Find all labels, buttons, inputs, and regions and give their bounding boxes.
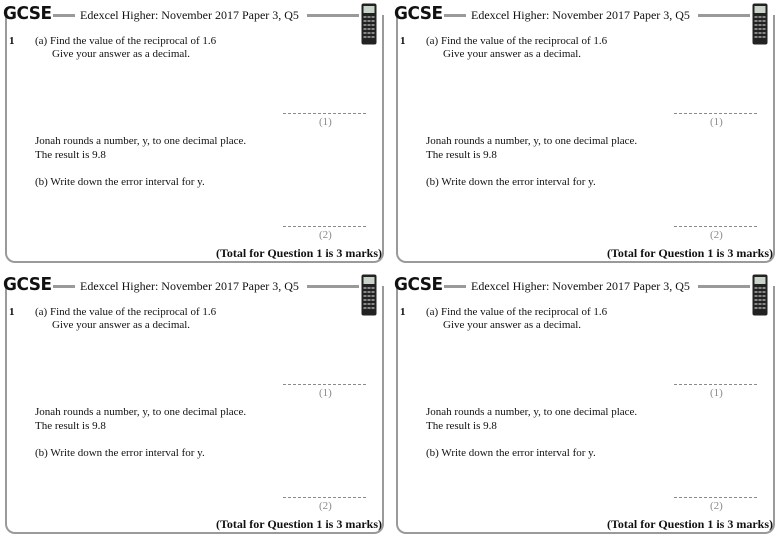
- answer-line-b[interactable]: [283, 497, 366, 498]
- paper-title: Edexcel Higher: November 2017 Paper 3, Q5: [80, 8, 299, 22]
- header-rule: [53, 14, 75, 17]
- calculator-icon: [361, 274, 377, 316]
- gcse-logo: GCSE: [3, 3, 52, 25]
- question-stem: Jonah rounds a number, y, to one decimal place.: [35, 135, 247, 147]
- part-a-prompt: (a) Find the value of the reciprocal of 1.6: [426, 306, 608, 318]
- header-rule: [444, 285, 466, 288]
- part-a-instruction: Give your answer as a decimal.: [443, 48, 582, 60]
- calculator-icon: [752, 3, 768, 45]
- question-stem-result: The result is 9.8: [35, 420, 106, 432]
- part-a-prompt: (a) Find the value of the reciprocal of 1.6: [35, 306, 217, 318]
- header-rule: [53, 285, 75, 288]
- question-stem: Jonah rounds a number, y, to one decimal place.: [35, 406, 247, 418]
- paper-title: Edexcel Higher: November 2017 Paper 3, Q5: [471, 8, 690, 22]
- question-number: 1: [400, 306, 406, 318]
- marks-b: (2): [710, 229, 723, 241]
- paper-title: Edexcel Higher: November 2017 Paper 3, Q5: [80, 279, 299, 293]
- part-a-prompt: (a) Find the value of the reciprocal of 1.6: [35, 35, 217, 47]
- marks-a: (1): [710, 387, 723, 399]
- question-number: 1: [400, 35, 406, 47]
- marks-b: (2): [319, 229, 332, 241]
- question-card: [0, 271, 390, 541]
- question-card: [0, 0, 390, 270]
- question-number: 1: [9, 306, 15, 318]
- paper-title: Edexcel Higher: November 2017 Paper 3, Q5: [471, 279, 690, 293]
- header-rule: [698, 285, 750, 288]
- answer-line-a[interactable]: [674, 113, 757, 114]
- part-a-instruction: Give your answer as a decimal.: [52, 48, 191, 60]
- marks-b: (2): [319, 500, 332, 512]
- gcse-logo: GCSE: [394, 274, 443, 296]
- part-a-instruction: Give your answer as a decimal.: [443, 319, 582, 331]
- answer-line-a[interactable]: [283, 113, 366, 114]
- answer-line-b[interactable]: [674, 226, 757, 227]
- part-b-prompt: (b) Write down the error interval for y.: [426, 447, 596, 459]
- header-rule: [307, 14, 359, 17]
- calculator-icon: [752, 274, 768, 316]
- part-b-prompt: (b) Write down the error interval for y.: [35, 447, 205, 459]
- question-stem-result: The result is 9.8: [426, 149, 497, 161]
- question-stem: Jonah rounds a number, y, to one decimal place.: [426, 406, 638, 418]
- question-stem-result: The result is 9.8: [35, 149, 106, 161]
- question-number: 1: [9, 35, 15, 47]
- total-marks: (Total for Question 1 is 3 marks): [215, 246, 382, 260]
- marks-a: (1): [319, 116, 332, 128]
- marks-a: (1): [710, 116, 723, 128]
- question-card: [391, 271, 780, 541]
- total-marks: (Total for Question 1 is 3 marks): [215, 517, 382, 531]
- marks-a: (1): [319, 387, 332, 399]
- question-stem: Jonah rounds a number, y, to one decimal place.: [426, 135, 638, 147]
- calculator-icon: [361, 3, 377, 45]
- part-b-prompt: (b) Write down the error interval for y.: [35, 176, 205, 188]
- answer-line-b[interactable]: [674, 497, 757, 498]
- question-card: [391, 0, 780, 270]
- total-marks: (Total for Question 1 is 3 marks): [606, 246, 773, 260]
- answer-line-a[interactable]: [674, 384, 757, 385]
- question-stem-result: The result is 9.8: [426, 420, 497, 432]
- marks-b: (2): [710, 500, 723, 512]
- answer-line-b[interactable]: [283, 226, 366, 227]
- header-rule: [307, 285, 359, 288]
- part-a-prompt: (a) Find the value of the reciprocal of 1.6: [426, 35, 608, 47]
- gcse-logo: GCSE: [394, 3, 443, 25]
- part-b-prompt: (b) Write down the error interval for y.: [426, 176, 596, 188]
- header-rule: [698, 14, 750, 17]
- answer-line-a[interactable]: [283, 384, 366, 385]
- part-a-instruction: Give your answer as a decimal.: [52, 319, 191, 331]
- header-rule: [444, 14, 466, 17]
- total-marks: (Total for Question 1 is 3 marks): [606, 517, 773, 531]
- gcse-logo: GCSE: [3, 274, 52, 296]
